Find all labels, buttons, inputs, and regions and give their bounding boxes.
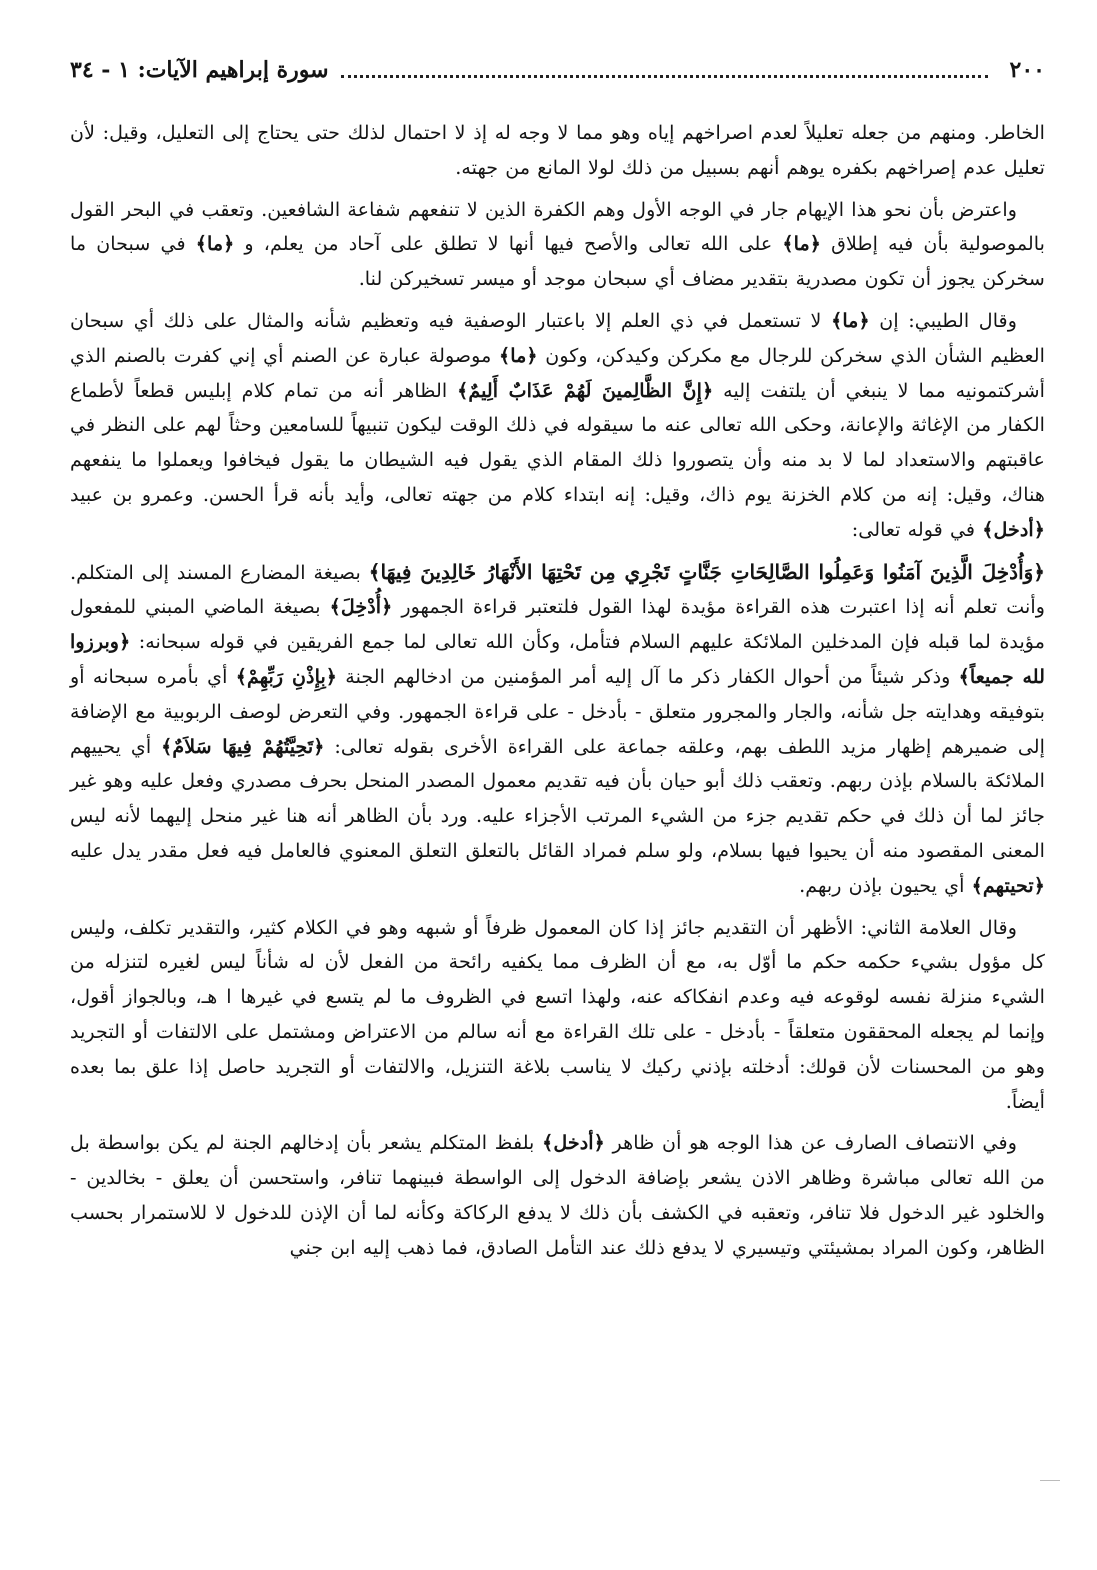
- running-header: [70, 50, 1045, 90]
- quran-quote-wabarazu: ﴿وبرزوا لله جميعاً﴾: [70, 630, 1046, 688]
- paragraph-4-text-d: أي بأمره سبحانه أو بتوفيقه وهدايته جل شأنه، والجار والمجرور متعلق - بأدخل - على قراءة الجمهور. وفي التعرض لوصف الربوبية مع الإضافة إلى ضميرهم إظهار مزيد اللطف بهم، وعلقه جماعة على القراءة الأخرى بقوله تعالى:: [70, 664, 1045, 758]
- quran-quote-zalimin: ﴿إِنَّ الظَّالِمينَ لَهُمْ عَذَابٌ أَلِيمٌ﴾: [457, 378, 714, 402]
- quran-quote-udkhila: ﴿أُدْخِلَ﴾: [329, 595, 393, 619]
- paragraph-3-text-c: موصولة عبارة عن الصنم أي إني كفرت بالصنم الذي أشركتمونيه مما لا ينبغي أن يلتفت إليه: [70, 343, 1045, 402]
- surah-title: سورة إبراهيم الآيات: ١ - ٣٤: [70, 57, 329, 83]
- paragraph-5-text: وقال العلامة الثاني: الأظهر أن التقديم جائز إذا كان المعمول ظرفاً أو شبهه وهو في الكلام كثير، والتقدير تكلف، وليس كل مؤول بشيء حكمه حكم ما أوّل به، مع أن الظرف مما يكفيه رائحة من الفعل لأن له شأناً ليس لغيره لتنزله من الشيء منزلة نفسه لوقوعه فيه وعدم انفكاكه عنه، ولهذا اتسع في الظروف ما لم يتسع في غيرها ا هـ، وبالجواز أقول، وإنما لم يجعله المحققون متعلقاً - بأدخل - على تلك القراءة مع أنه سالم من الاعتراض ومشتمل على الالتفات أو التجريد وهو من المحسنات لأن قولك: أدخلته بإذني ركيك لا يناسب بلاغة التنزيل، والالتفات أو التجريد حاصل إذا علق بما بعده أيضاً.: [70, 915, 1045, 1113]
- paragraph-2-text-b: على الله تعالى والأصح فيها أنها لا تطلق على آحاد من يعلم، و: [244, 232, 773, 256]
- paragraph-2-text-a: واعترض بأن نحو هذا الإيهام جار في الوجه الأول وهم الكفرة الذين لا تنفعهم شفاعة الشافعين. وتعقب في البحر القول بالموصولية بأن فيه إطلاق: [70, 197, 1045, 256]
- quran-quote-adkhil: ﴿أدخل﴾: [982, 517, 1045, 541]
- quran-quote-ma: ﴿ما﴾: [831, 308, 870, 332]
- quran-quote-tahiyyatuhum: ﴿تَحِيَّتُهُمْ فِيهَا سَلاَمٌ﴾: [161, 734, 325, 758]
- paragraph-4-text-b: بصيغة الماضي المبني للمفعول مؤيدة لما قبله فإن المدخلين الملائكة عليهم السلام فتأمل، وكأن الله تعالى لما جمع الفريقين في قوله سبحانه:: [70, 595, 1045, 654]
- quran-quote-tahiyyatuhum-short: ﴿تحيتهم﴾: [971, 873, 1045, 897]
- paragraph-1: [70, 116, 1045, 186]
- page-number: ٢٠٠: [1009, 57, 1045, 83]
- header-dotted-leader: [341, 75, 988, 78]
- paragraph-6-text-b: بلفظ المتكلم يشعر بأن إدخالهم الجنة لم يكن بواسطة بل من الله تعالى مباشرة وظاهر الاذن يشعر بإضافة الدخول إلى الواسطة فبينهما تنافر، واستحسن أن يعلق - بخالدين - والخلود غير الدخول فلا تنافر، وتعقبه في الكشف بأن ذلك لا يدفع الركاكة وكأنه لما أن الإذن للدخول لا للاستمرار بحسب الظاهر، وكون المراد بمشيئتي وتيسيري لا يدفع ذلك عند التأمل الصادق، فما ذهب إليه ابن جني: [70, 1131, 1045, 1259]
- quran-quote-adkhil: ﴿أدخل﴾: [542, 1131, 605, 1155]
- paragraph-3-text-b: لا تستعمل في ذي العلم إلا باعتبار الوصفية فيه وتعظيم شأنه والمثال على ذلك أي سبحان العظيم الشأن الذي سخركن للرجال مع مكركن وكيدكن، وكون: [70, 308, 1045, 367]
- paragraph-4: [70, 555, 1045, 904]
- quran-quote-ma: ﴿ما﴾: [782, 232, 821, 256]
- paragraph-6: [70, 1126, 1045, 1265]
- paragraph-5: [70, 911, 1045, 1120]
- body-text: [70, 116, 1045, 1266]
- book-page: [70, 50, 1045, 1520]
- paragraph-3: [70, 304, 1045, 548]
- paragraph-4-text-e: أي يحييهم الملائكة بالسلام بإذن ربهم. وتعقب ذلك أبو حيان بأن فيه تقديم معمول المصدر المنحل بحرف مصدري وفعل عليه وهو غير جائز لما أن ذلك في حكم تقديم جزء من الشيء المرتب الأجزاء عليه. ورد بأن الظاهر أنه هنا غير منحل إليهما لأنه ليس المعنى المقصود منه أن يحيوا فيها بسلام، ولو سلم فمراد القائل بالتعلق التعلق المعنوي فالعامل فيه فعل مقدر يدل عليه: [70, 734, 1045, 862]
- quran-quote-ma: ﴿ما﴾: [498, 343, 538, 367]
- scan-edge-mark: [1040, 1480, 1060, 1481]
- paragraph-3-text-a: وقال الطيبي: إن: [879, 308, 1017, 332]
- paragraph-4-text-a: بصيغة المضارع المسند إلى المتكلم. وأنت تعلم أنه إذا اعتبرت هذه القراءة مؤيدة لهذا القول فلتعتبر قراءة الجمهور: [70, 560, 1045, 619]
- paragraph-3-text-d: الظاهر أنه من تمام كلام إبليس قطعاً لأطماع الكفار من الإغاثة والإعانة، وحكى الله تعالى عنه ما سيقوله في ذلك الوقت ليكون تنبيهاً للسامعين وحثاً لهم على النظر في عاقبتهم والاستعداد لما لا بد منه وأن يتصوروا ذلك المقام الذي يقول فيه الشيطان ما يقول فيخافوا ويعملوا ما ينفعهم هناك، وقيل: إنه من كلام الخزنة يوم ذاك، وقيل: إنه ابتداء كلام من جهته تعالى، وأيد بأنه قرأ الحسن. وعمرو بن عبيد: [70, 378, 1045, 506]
- paragraph-4-text-c: وذكر شيئاً من أحوال الكفار ذكر ما آل إليه أمر المؤمنين من ادخالهم الجنة: [345, 664, 951, 688]
- paragraph-2: [70, 193, 1045, 297]
- paragraph-2-text-c: في سبحان ما سخركن يجوز أن تكون مصدرية بتقدير مضاف أي سبحان موجد أو ميسر تسخيركن لنا.: [70, 232, 1045, 291]
- quran-quote-bi-idhni: ﴿بِإِذْنِ رَبِّهِمْ﴾: [235, 664, 338, 688]
- quran-quote-ma: ﴿ما﴾: [195, 232, 235, 256]
- paragraph-6-text-a: وفي الانتصاف الصارف عن هذا الوجه هو أن ظاهر: [612, 1131, 1017, 1155]
- paragraph-4-text-f: أي يحيون بإذن ربهم.: [799, 873, 965, 897]
- paragraph-3-text-e: في قوله تعالى:: [851, 517, 976, 541]
- quran-verse-main: ﴿وَأُدْخِلَ الَّذِينَ آمَنُوا وَعَمِلُوا الصَّالِحَاتِ جَنَّاتٍ تَجْرِي مِن تَحْتِهَا الأَنْهَارُ خَالِدِينَ فِيهَا﴾: [368, 559, 1046, 584]
- paragraph-1-text: الخاطر. ومنهم من جعله تعليلاً لعدم اصراخهم إياه وهو مما لا وجه له إذ لا احتمال لذلك حتى يحتاج إلى التعليل، وقيل: لأن تعليل عدم إصراخهم بكفره يوهم أنهم بسبيل من ذلك لولا المانع من جهته.: [70, 121, 1045, 179]
